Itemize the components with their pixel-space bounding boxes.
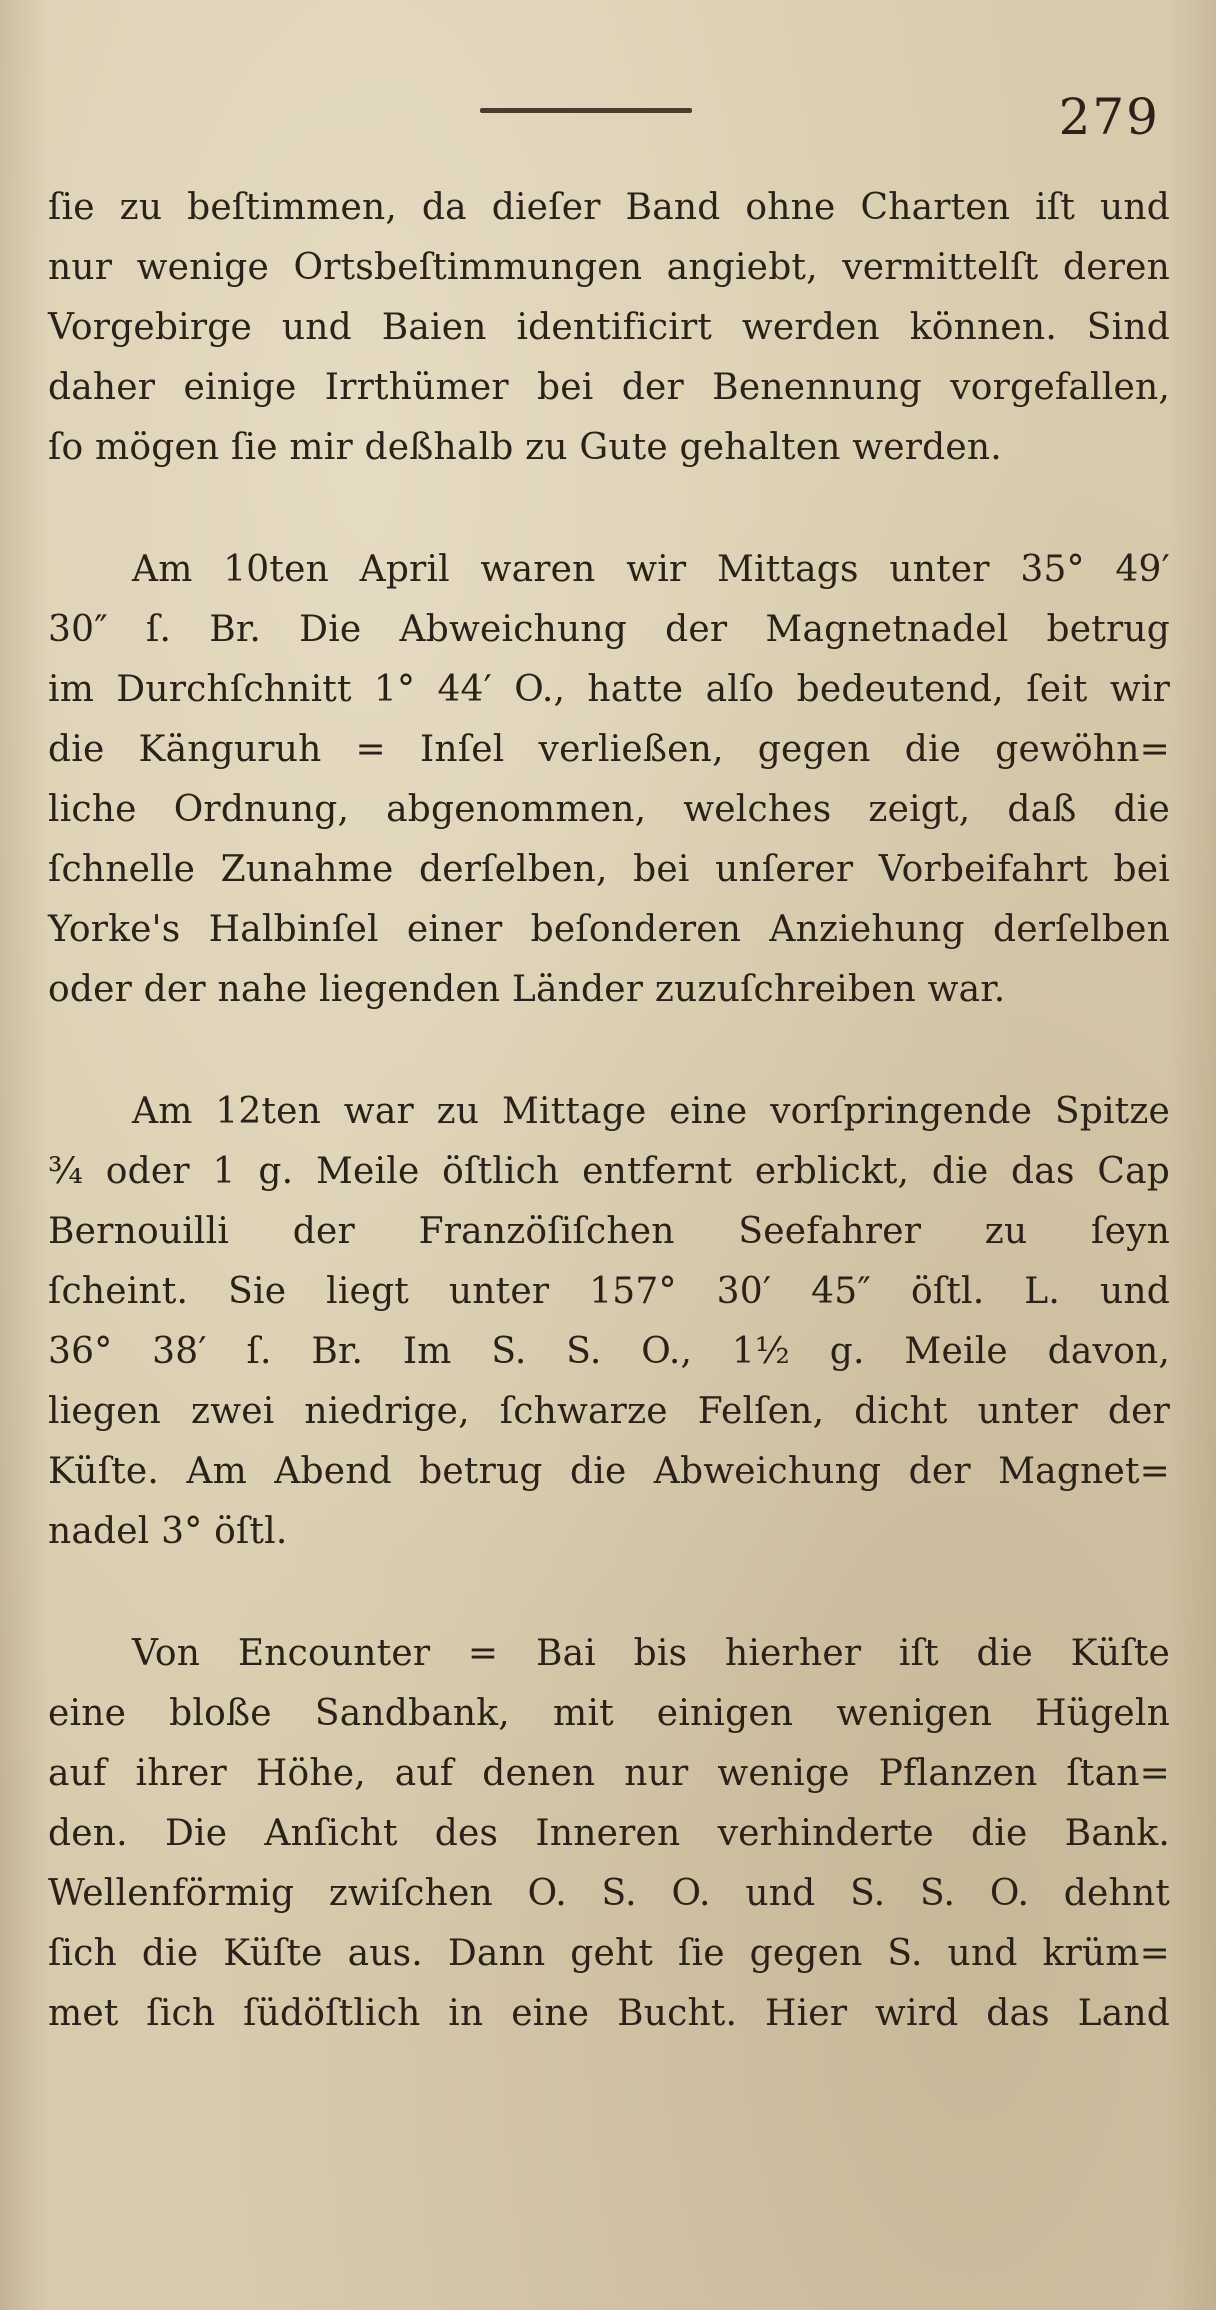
text-line: liche Ordnung, abgenommen, welches zeigt, daß die xyxy=(48,789,1170,830)
text-line: im Durchſchnitt 1° 44′ O., hatte alſo bedeutend, ſeit wir xyxy=(48,669,1170,710)
text-line: Von Encounter = Bai bis hierher iſt die Küſte xyxy=(132,1633,1170,1674)
text-line: Yorke's Halbinſel einer beſonderen Anziehung derſelben xyxy=(48,909,1170,950)
text-line: nadel 3° öſtl. xyxy=(48,1511,288,1552)
text-line: ¾ oder 1 g. Meile öſtlich entfernt erblickt, die das Cap xyxy=(48,1151,1170,1192)
text-line: Wellenförmig zwiſchen O. S. O. und S. S. O. dehnt xyxy=(48,1873,1170,1914)
text-line: liegen zwei niedrige, ſchwarze Felſen, dicht unter der xyxy=(48,1391,1170,1432)
text-line: die Känguruh = Inſel verließen, gegen die gewöhn= xyxy=(48,729,1170,770)
text-line: ſich die Küſte aus. Dann geht ſie gegen S. und krüm= xyxy=(48,1933,1170,1974)
text-line: 30″ ſ. Br. Die Abweichung der Magnetnadel betrug xyxy=(48,609,1170,650)
paragraph xyxy=(48,178,1170,478)
text-line: auf ihrer Höhe, auf denen nur wenige Pflanzen ſtan= xyxy=(48,1753,1170,1794)
text-line: oder der nahe liegenden Länder zuzuſchreiben war. xyxy=(48,969,1006,1010)
text-line: eine bloße Sandbank, mit einigen wenigen Hügeln xyxy=(48,1693,1170,1734)
text-line: Küſte. Am Abend betrug die Abweichung der Magnet= xyxy=(48,1451,1170,1492)
text-line: Vorgebirge und Baien identificirt werden können. Sind xyxy=(48,307,1170,348)
text-line: nur wenige Ortsbeſtimmungen angiebt, vermittelſt deren xyxy=(48,247,1170,288)
header-rule xyxy=(480,108,692,113)
paragraph xyxy=(48,540,1170,1020)
text-line: ſcheint. Sie liegt unter 157° 30′ 45″ öſtl. L. und xyxy=(48,1271,1170,1312)
body-text xyxy=(48,178,1170,2044)
text-line: met ſich ſüdöſtlich in eine Bucht. Hier wird das Land xyxy=(48,1993,1170,2034)
page-number: 279 xyxy=(1058,88,1160,146)
text-line: ſo mögen ſie mir deßhalb zu Gute gehalten werden. xyxy=(48,427,1002,468)
text-line: Bernouilli der Franzöſiſchen Seefahrer zu ſeyn xyxy=(48,1211,1170,1252)
paragraph xyxy=(48,1082,1170,1562)
text-line: Am 10ten April waren wir Mittags unter 35° 49′ xyxy=(132,549,1170,590)
text-line: den. Die Anſicht des Inneren verhinderte die Bank. xyxy=(48,1813,1170,1854)
paragraph xyxy=(48,1624,1170,2044)
text-line: Am 12ten war zu Mittage eine vorſpringende Spitze xyxy=(132,1091,1170,1132)
text-line: 36° 38′ ſ. Br. Im S. S. O., 1½ g. Meile davon, xyxy=(48,1331,1170,1372)
text-line: ſchnelle Zunahme derſelben, bei unſerer Vorbeifahrt bei xyxy=(48,849,1170,890)
text-line: daher einige Irrthümer bei der Benennung vorgefallen, xyxy=(48,367,1170,408)
text-line: ſie zu beſtimmen, da dieſer Band ohne Charten iſt und xyxy=(48,187,1170,228)
